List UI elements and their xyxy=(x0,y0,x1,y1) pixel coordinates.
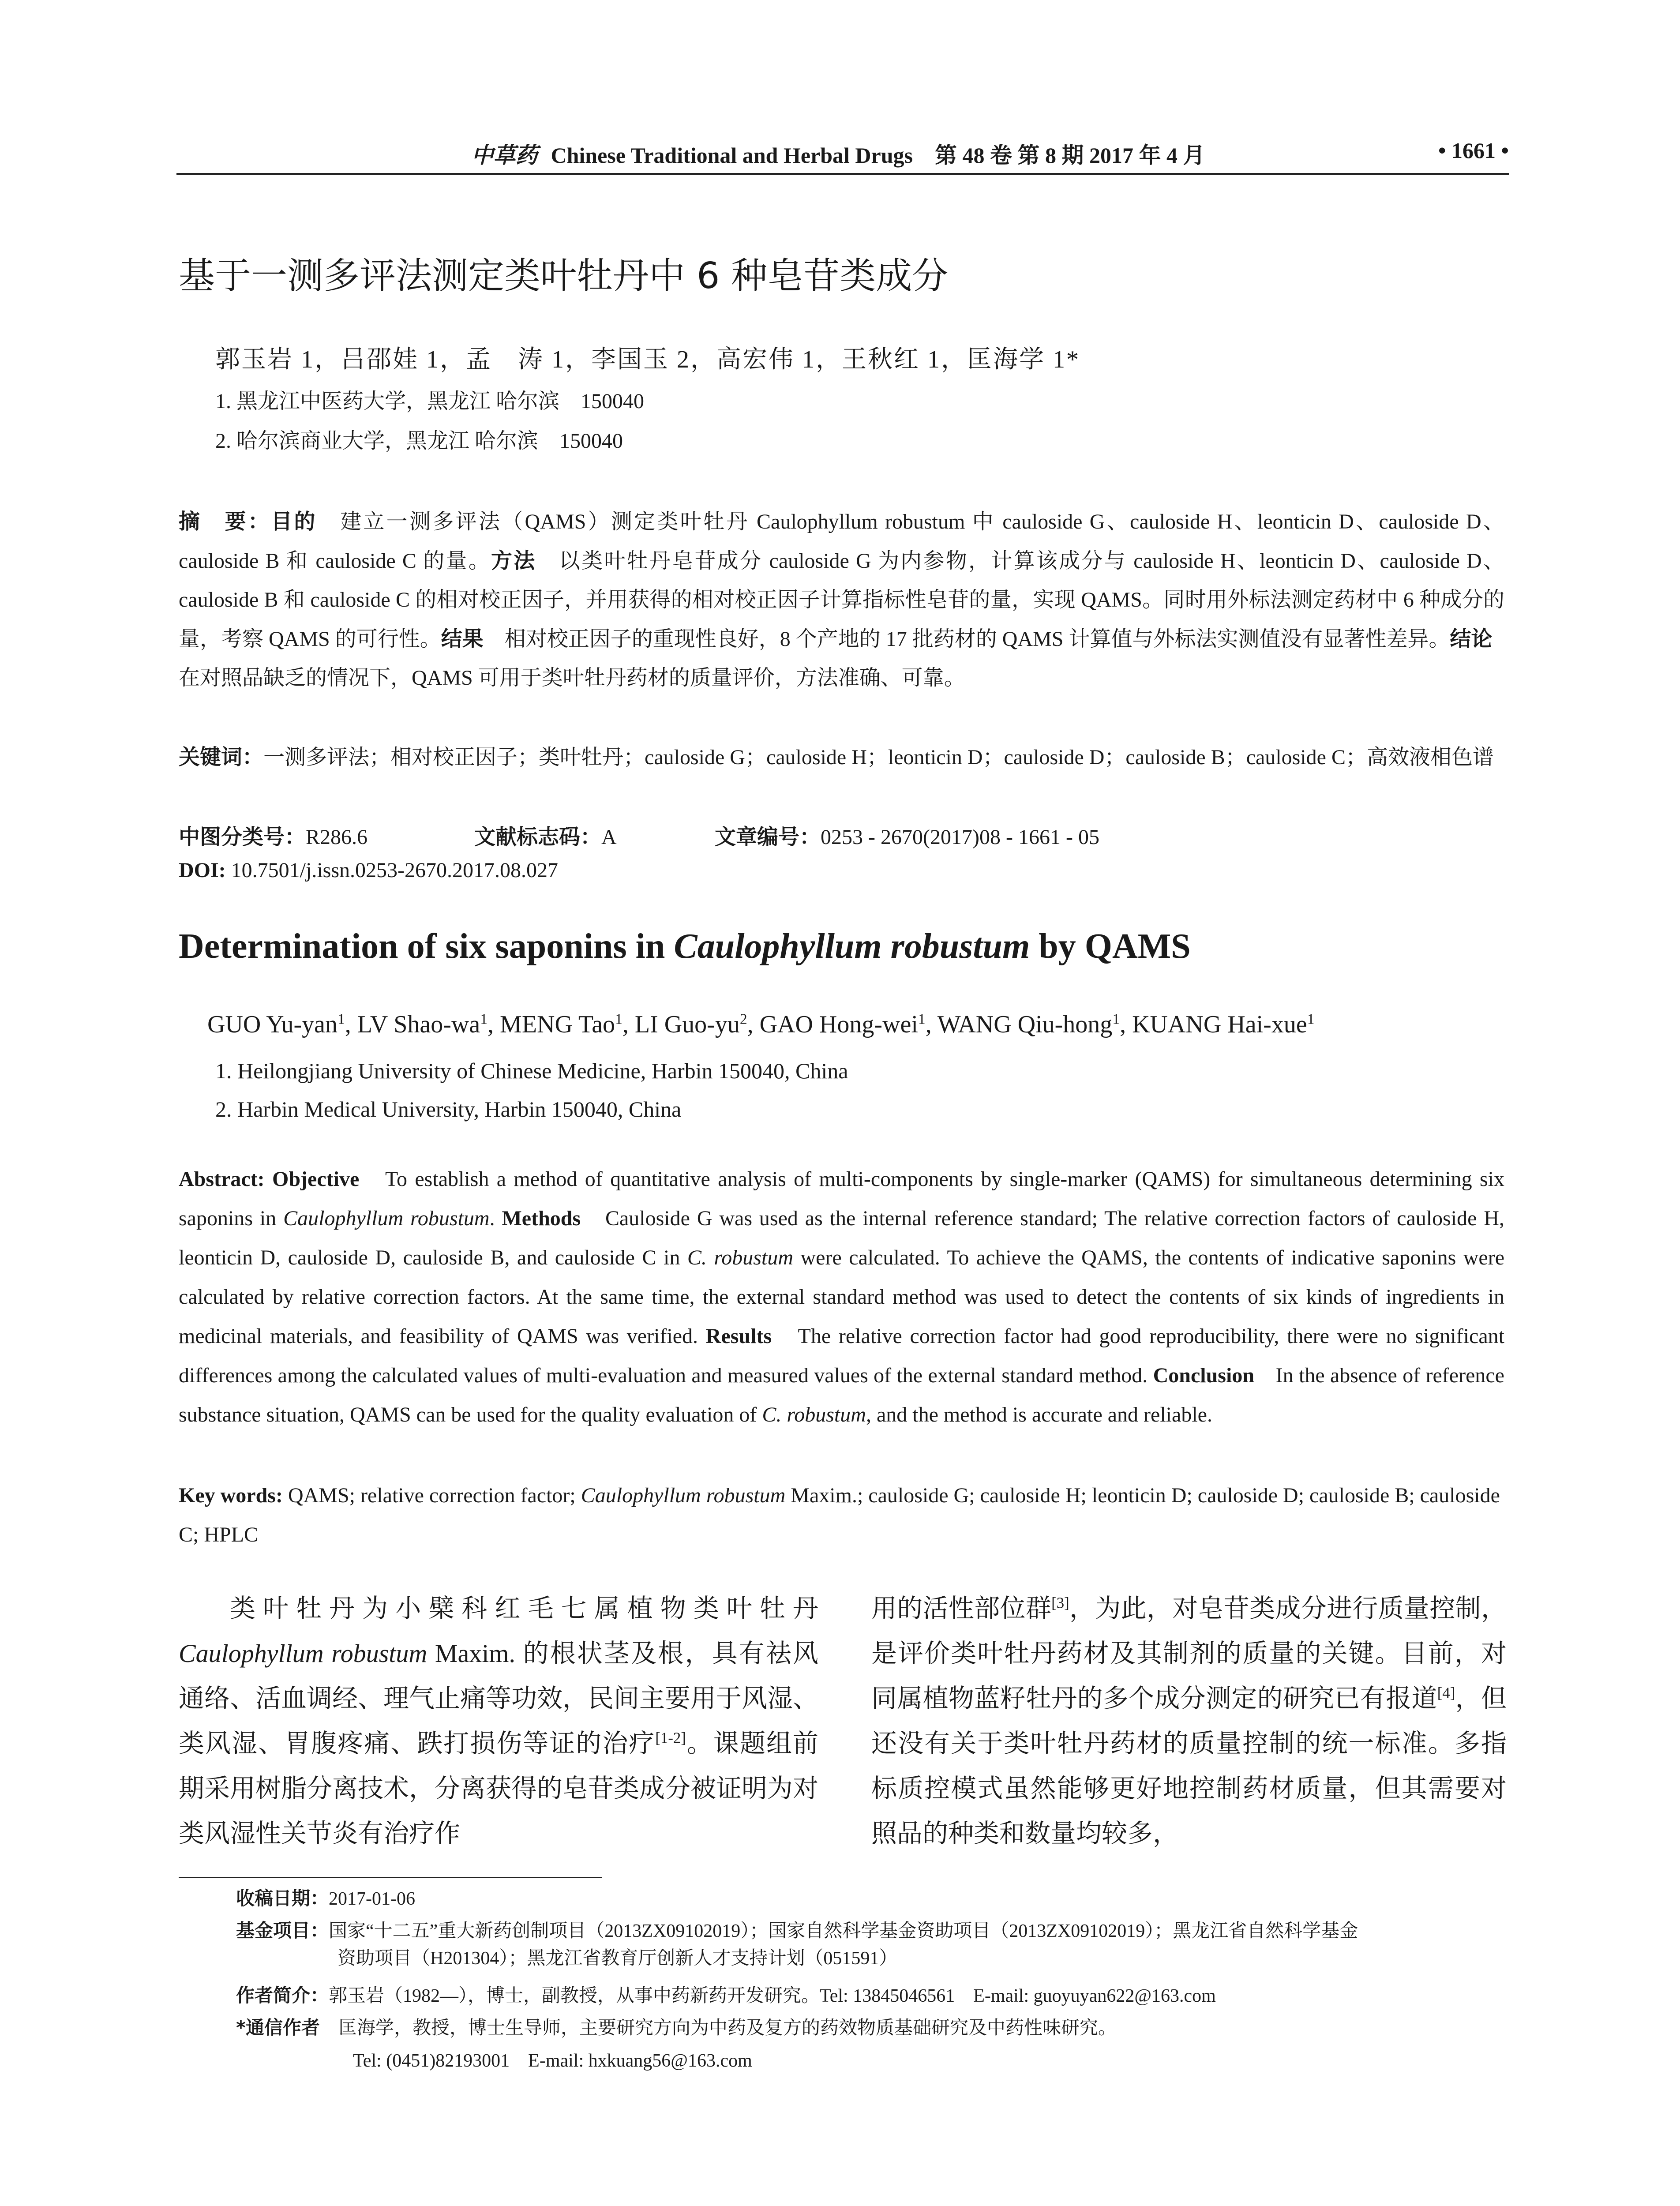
author-en: KUANG Hai-xue xyxy=(1132,1011,1307,1038)
results-text-en: The relative correction factor had good reproducibility, there were no significant differences among the calculated values of multi-evaluation and measured values of the external standard method. xyxy=(179,1324,1504,1387)
conclusion-label-en: Conclusion xyxy=(1153,1364,1255,1387)
objective-text-en-end: . xyxy=(489,1207,502,1230)
objective-label-en: Objective xyxy=(264,1167,360,1191)
results-label-cn: 结果 xyxy=(441,627,484,651)
objective-label-cn: 目的 xyxy=(271,509,317,534)
species-name: C. robustum xyxy=(762,1403,866,1426)
footnote-divider xyxy=(179,1877,602,1878)
footnote-corresponding xyxy=(236,2014,1117,2042)
article-title-en xyxy=(179,927,1191,967)
species-name: Caulophyllum robustum xyxy=(581,1484,786,1507)
doc-code-value: A xyxy=(601,825,617,849)
keywords-cn-text: 一测多评法；相对校正因子；类叶牡丹；cauloside G；cauloside H；leonticin D；cauloside D；cauloside B；cauloside C；高效液相色谱 xyxy=(263,746,1494,769)
author-sup: 1 xyxy=(480,1011,488,1028)
body-text: ，为此，对皂苷类成分进行质量控制，是评价类叶牡丹药材及其制剂的质量的关键。目前，对同属植物蓝籽牡丹的多个成分测定的研究已有报道 xyxy=(871,1594,1507,1713)
affiliation-en-2: 2. Harbin Medical University, Harbin 150040, China xyxy=(215,1097,682,1122)
body-text: 。课题组前期采用树脂分离技术，分离获得的皂苷类成分被证明为对类风湿性关节炎有治疗作 xyxy=(179,1729,819,1848)
conclusion-text-en: In the absence of reference substance situation, QAMS can be used for the quality evaluation of xyxy=(179,1364,1504,1426)
author-en: LI Guo-yu xyxy=(634,1011,740,1038)
methods-text-en: Cauloside G was used as the internal reference standard; The relative correction factors of cauloside H, leonticin D, cauloside D, cauloside B, and cauloside C in xyxy=(179,1207,1504,1269)
citation-ref[interactable]: [4] xyxy=(1437,1684,1455,1702)
authors-cn: 郭玉岩 1，吕邵娃 1，孟 涛 1，李国玉 2，高宏伟 1，王秋红 1，匡海学 1* xyxy=(215,346,1080,373)
results-label-en: Results xyxy=(705,1324,772,1348)
results-text-cn: 相对校正因子的重现性良好，8 个产地的 17 批药材的 QAMS 计算值与外标法实测值没有显著性差异。 xyxy=(483,627,1450,651)
author-sup: 1 xyxy=(1307,1011,1315,1028)
doi-line xyxy=(179,858,558,882)
methods-label-en: Methods xyxy=(502,1207,581,1230)
conclusion-text-cn: 在对照品缺乏的情况下，QAMS 可用于类叶牡丹药材的质量评价，方法准确、可靠。 xyxy=(179,627,1514,690)
fund-text-cont: 资助项目（H201304）；黑龙江省教育厅创新人才支持计划（051591） xyxy=(338,1948,898,1969)
abstract-en-label: Abstract: xyxy=(179,1167,265,1191)
doc-code-label: 文献标志码： xyxy=(474,825,602,849)
author-bio: 郭玉岩（1982—），博士，副教授，从事中药新药开发研究。Tel: 13845046561 E-mail: guoyuyan622@163.com xyxy=(329,1986,1216,2006)
body-text: Maxim. 的根状茎及根，具有祛风通络、活血调经、理气止痛等功效，民间主要用于风湿、类风湿、胃腹疼痛、跌打损伤等证的治疗 xyxy=(179,1639,819,1758)
article-title-cn: 基于一测多评法测定类叶牡丹中 6 种皂苷类成分 xyxy=(179,255,949,297)
keywords-en-text: QAMS; relative correction factor; xyxy=(282,1484,581,1507)
body-column-left xyxy=(179,1586,818,1856)
title-en-species: Caulophyllum robustum xyxy=(674,927,1030,966)
species-name: Caulophyllum robustum xyxy=(283,1207,490,1230)
author-en: GUO Yu-yan xyxy=(207,1011,338,1038)
author-sup: 1 xyxy=(918,1011,926,1028)
citation-ref[interactable]: [3] xyxy=(1051,1594,1069,1612)
journal-info xyxy=(419,138,1257,169)
author-en: GAO Hong-wei xyxy=(759,1011,918,1038)
fund-text: 国家“十二五”重大新药创制项目（2013ZX09102019）；国家自然科学基金资助项目（2013ZX09102019）；黑龙江省自然科学基金 xyxy=(329,1921,1358,1941)
body-text: 用的活性部位群 xyxy=(871,1594,1052,1623)
conclusion-label-cn: 结论 xyxy=(1450,627,1492,651)
objective-text-cn: 建立一测多评法（QAMS）测定类叶牡丹 Caulophyllum robustum 中 cauloside G、cauloside H、leonticin D、cauloside D、cauloside B 和 cauloside C 的量。 xyxy=(179,510,1504,573)
body-text: 类叶牡丹为小檗科红毛七属植物类叶牡丹 xyxy=(230,1594,818,1623)
keywords-cn-label: 关键词： xyxy=(179,745,264,769)
abstract-cn-label: 摘 要： xyxy=(179,509,271,534)
footnote-received xyxy=(236,1885,415,1913)
article-no-label: 文章编号： xyxy=(715,825,821,849)
running-header xyxy=(176,138,1509,175)
author-sup: 2 xyxy=(739,1011,747,1028)
author-bio-label: 作者简介： xyxy=(236,1985,329,2006)
citation-ref[interactable]: [1-2] xyxy=(655,1729,686,1747)
methods-label-cn: 方法 xyxy=(491,548,536,573)
objective-text-en: To establish a method of quantitative analysis of multi-components by single-marker (QAMS) for simultaneous determining six saponins in xyxy=(179,1167,1504,1230)
corresponding-label: *通信作者 xyxy=(236,2017,320,2038)
title-en-pre: Determination of six saponins in xyxy=(179,927,674,966)
author-sup: 1 xyxy=(1112,1011,1120,1028)
author-en: LV Shao-wa xyxy=(357,1011,480,1038)
clc-label: 中图分类号： xyxy=(179,825,306,849)
footnote-fund xyxy=(236,1917,1507,1972)
received-label: 收稿日期： xyxy=(236,1887,329,1909)
author-sup: 1 xyxy=(337,1011,345,1028)
keywords-en-label: Key words: xyxy=(179,1484,283,1507)
journal-issue: Chinese Traditional and Herbal Drugs 第 48 卷 第 8 期 2017 年 4 月 xyxy=(551,143,1205,168)
keywords-cn xyxy=(179,738,1504,777)
author-en: MENG Tao xyxy=(500,1011,615,1038)
received-date: 2017-01-06 xyxy=(329,1889,415,1909)
keywords-en xyxy=(179,1476,1504,1554)
doi-label: DOI: xyxy=(179,859,226,882)
body-text: ，但还没有关于类叶牡丹药材的质量控制的统一标准。多指标质控模式虽然能够更好地控制药材质量，但其需要对照品的种类和数量均较多， xyxy=(871,1684,1507,1848)
methods-text-en-end: were calculated. To achieve the QAMS, the contents of indicative saponins were calculated by relative correction factors. At the same time, the external standard method was used to detect the contents of six kinds of ingredients in medicinal materials, and feasibility of QAMS was verified. xyxy=(179,1246,1505,1348)
methods-text-cn: 以类叶牡丹皂苷成分 cauloside G 为内参物，计算该成分与 cauloside H、leonticin D、cauloside D、cauloside B 和 cauloside C 的相对校正因子，并用获得的相对校正因子计算指标性皂苷的量，实现 QAMS。同时用外标法测定药材中 6 种成分的量，考察 QAMS 的可行性。 xyxy=(179,549,1504,651)
footnote-author xyxy=(236,1982,1216,2010)
title-en-post: by QAMS xyxy=(1030,927,1191,966)
corresponding-text: 匡海学，教授，博士生导师，主要研究方向为中药及复方的药效物质基础研究及中药性味研究。 xyxy=(319,2018,1117,2038)
affiliation-cn-1: 1. 黑龙江中医药大学，黑龙江 哈尔滨 150040 xyxy=(215,390,645,413)
classification-line xyxy=(179,820,1099,850)
affiliation-cn-2: 2. 哈尔滨商业大学，黑龙江 哈尔滨 150040 xyxy=(215,429,623,453)
keywords-en-text-end: Maxim.; cauloside G; cauloside H; leonticin D; cauloside D; cauloside B; cauloside C; HPLC xyxy=(179,1484,1500,1546)
doi-link[interactable]: 10.7501/j.issn.0253-2670.2017.08.027 xyxy=(225,859,559,882)
species-name: C. robustum xyxy=(687,1246,793,1269)
species-name: Caulophyllum robustum xyxy=(179,1639,428,1668)
clc-value: R286.6 xyxy=(306,825,368,849)
page-number: • 1661 • xyxy=(1438,138,1509,163)
fund-label: 基金项目： xyxy=(236,1920,329,1941)
article-no-value: 0253 - 2670(2017)08 - 1661 - 05 xyxy=(821,825,1099,849)
journal-logo: 中草药 xyxy=(471,143,538,168)
affiliation-en-1: 1. Heilongjiang University of Chinese Medicine, Harbin 150040, China xyxy=(215,1058,848,1083)
author-sup: 1 xyxy=(615,1011,622,1028)
conclusion-text-en-end: , and the method is accurate and reliable. xyxy=(866,1403,1212,1426)
abstract-en xyxy=(179,1159,1504,1434)
authors-en: GUO Yu-yan$^1$, LV Shao-$wa^1$, MENG Tao$^1$, LI Guo-$yu^2$, GAO Hong-wei$^1$, WANG Qiu-hong$^1$, KUANG Hai-xue$^1$ xyxy=(207,1011,1315,1038)
footnote-corresponding-contact: Tel: (0451)82193001 E-mail: hxkuang56@163.com xyxy=(353,2051,752,2071)
author-en: WANG Qiu-hong xyxy=(937,1011,1113,1038)
body-column-right xyxy=(871,1586,1507,1856)
abstract-cn xyxy=(179,502,1514,698)
